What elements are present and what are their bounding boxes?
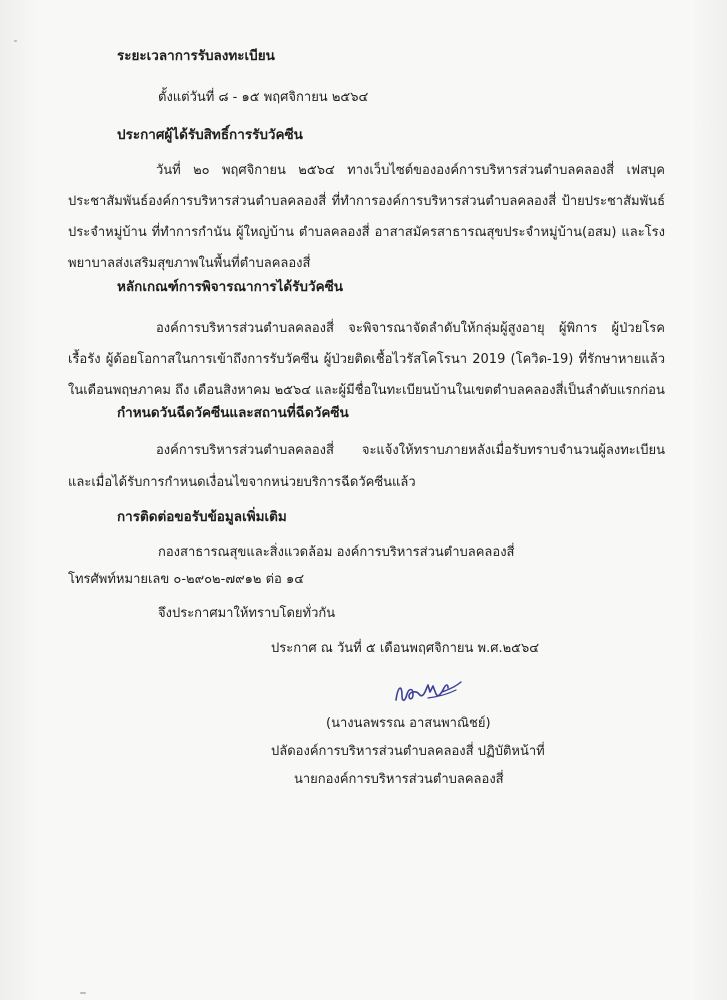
closing-statement: จึงประกาศมาให้ทราบโดยทั่วกัน <box>158 606 336 621</box>
signatory-title-line2: นายกองค์การบริหารส่วนตำบลคลองสี่ <box>294 772 504 787</box>
scan-speck <box>80 992 86 994</box>
heading-vaccination-schedule: กำหนดวันฉีดวัคซีนและสถานที่ฉีดวัคซีน <box>117 405 349 421</box>
contact-phone: โทรศัพท์หมายเลข ๐-๒๙๐๒-๗๙๑๒ ต่อ ๑๔ <box>68 572 305 587</box>
announcement-paragraph: วันที่ ๒๐ พฤศจิกายน ๒๕๖๔ ทางเว็บไซต์ขององค์การบริหารส่วนตำบลคลองสี่ เฟสบุค ประชาสัมพันธ์องค์การบริหารส่วนตำบลคลองสี่ ที่ทำการองค์การบริหารส่วนตำบลคลองสี่ ป้ายประชาสัมพันธ์ประจำหมู่บ้าน ที่ทำการกำนัน ผู้ใหญ่บ้าน ตำบลคลองสี่ อาสาสมัครสาธารณสุขประจำหมู่บ้าน(อสม) และโรงพยาบาลส่งเสริมสุขภาพในพื้นที่ตำบลคลองสี่ <box>68 163 665 271</box>
signatory-title-line1: ปลัดองค์การบริหารส่วนตำบลคลองสี่ ปฏิบัติหน้าที่ <box>271 744 545 759</box>
scan-speck <box>14 40 17 42</box>
heading-criteria: หลักเกณฑ์การพิจารณาการได้รับวัคซีน <box>117 279 343 295</box>
handwritten-signature <box>392 676 464 706</box>
announcement-date: ประกาศ ณ วันที่ ๕ เดือนพฤศจิกายน พ.ศ.๒๕๖๔ <box>271 641 540 656</box>
heading-announcement-of-recipients: ประกาศผู้ได้รับสิทธิ์การรับวัคซีน <box>117 127 303 143</box>
signatory-name: (นางนลพรรณ อาสนพาณิชย์) <box>326 716 491 731</box>
criteria-paragraph: องค์การบริหารส่วนตำบลคลองสี่ จะพิจารณาจัดลำดับให้กลุ่มผู้สูงอายุ ผู้พิการ ผู้ป่วยโรคเรื้อรัง ผู้ด้อยโอกาสในการเข้าถึงการรับวัคซีน ผู้ป่วยติดเชื้อไวรัสโคโรนา 2019 (โควิด-19) ที่รักษาหายแล้วในเดือนพฤษภาคม ถึง เดือนสิงหาคม ๒๕๖๔ และผู้มีชื่อในทะเบียนบ้านในเขตตำบลคลองสี่เป็นลำดับแรกก่อน <box>68 321 665 398</box>
schedule-paragraph: องค์การบริหารส่วนตำบลคลองสี่ จะแจ้งให้ทราบภายหลังเมื่อรับทราบจำนวนผู้ลงทะเบียน และเมื่อได้รับการกำหนดเงื่อนไขจากหน่วยบริการฉีดวัคซีนแล้ว <box>68 443 665 490</box>
heading-registration-period: ระยะเวลาการรับลงทะเบียน <box>117 48 275 64</box>
heading-contact: การติดต่อขอรับข้อมูลเพิ่มเติม <box>117 509 287 525</box>
registration-period-text: ตั้งแต่วันที่ ๘ - ๑๕ พฤศจิกายน ๒๕๖๔ <box>158 90 369 105</box>
contact-department: กองสาธารณสุขและสิ่งแวดล้อม องค์การบริหารส่วนตำบลคลองสี่ <box>158 545 515 560</box>
